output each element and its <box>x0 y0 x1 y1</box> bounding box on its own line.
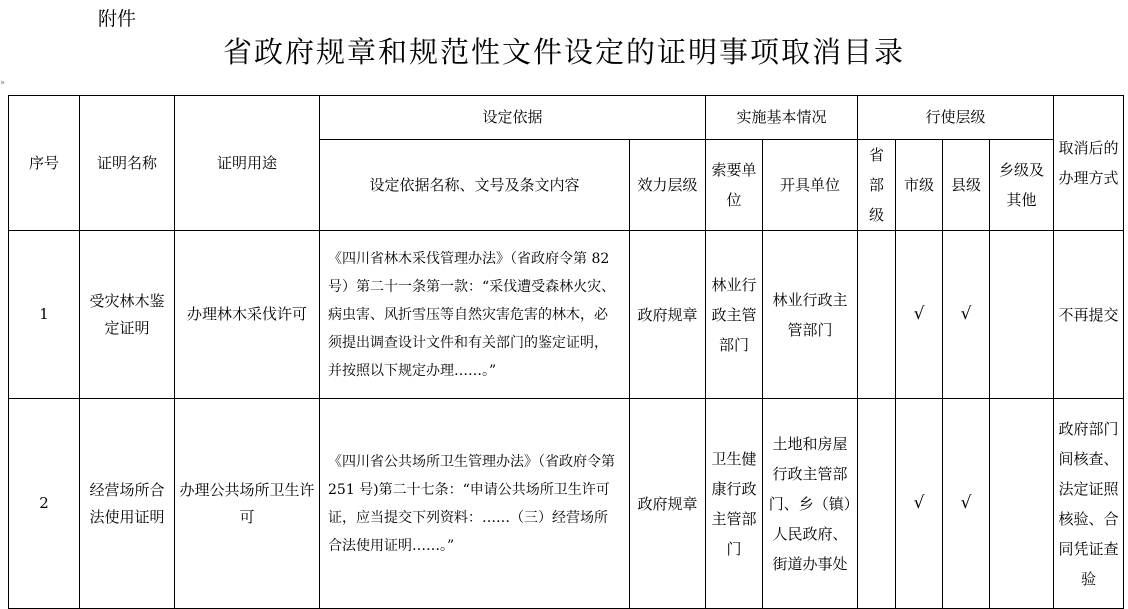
document-title: 省政府规章和规范性文件设定的证明事项取消目录 <box>222 35 905 69</box>
header-impl-group: 实施基本情况 <box>706 96 858 140</box>
row-requesting-unit: 卫生健康行政主管部门 <box>706 399 763 609</box>
row-purpose: 办理公共场所卫生许可 <box>175 399 320 609</box>
header-basis-group: 设定依据 <box>320 96 706 140</box>
row-county-check: √ <box>943 231 990 399</box>
header-township: 乡级及其他 <box>990 140 1054 231</box>
row-issuing-unit: 土地和房屋行政主管部门、乡（镇）人民政府、街道办事处 <box>763 399 858 609</box>
row-after-cancel: 政府部门间核查、法定证照核验、合同凭证查验 <box>1054 399 1124 609</box>
row-seq: 2 <box>9 399 80 609</box>
row-after-cancel: 不再提交 <box>1054 231 1124 399</box>
header-city: 市级 <box>896 140 943 231</box>
table-row <box>9 231 1124 399</box>
row-effect-level: 政府规章 <box>630 399 706 609</box>
header-province: 省部级 <box>858 140 896 231</box>
header-basis-content: 设定依据名称、文号及条文内容 <box>320 140 630 231</box>
row-basis: 《四川省公共场所卫生管理办法》（省政府令第 251 号)第二十七条：“申请公共场所卫生许可证，应当提交下列资料：……（三）经营场所合法使用证明……。” <box>320 399 630 609</box>
row-name: 受灾林木鉴定证明 <box>80 231 175 399</box>
row-township <box>990 399 1054 609</box>
header-requesting-unit: 索要单位 <box>706 140 763 231</box>
header-level-group: 行使层级 <box>858 96 1054 140</box>
row-township <box>990 231 1054 399</box>
row-effect-level: 政府规章 <box>630 231 706 399</box>
row-seq: 1 <box>9 231 80 399</box>
cancellation-catalog-table <box>8 95 1124 609</box>
header-issuing-unit: 开具单位 <box>763 140 858 231</box>
row-city-check: √ <box>896 399 943 609</box>
header-row-1 <box>9 96 1124 140</box>
header-effect-level: 效力层级 <box>630 140 706 231</box>
row-city-check: √ <box>896 231 943 399</box>
margin-marker: » <box>0 78 5 87</box>
row-county-check: √ <box>943 399 990 609</box>
table-row <box>9 399 1124 609</box>
row-issuing-unit: 林业行政主管部门 <box>763 231 858 399</box>
header-purpose: 证明用途 <box>175 96 320 231</box>
header-seq: 序号 <box>9 96 80 231</box>
row-requesting-unit: 林业行政主管部门 <box>706 231 763 399</box>
row-basis: 《四川省林木采伐管理办法》（省政府令第 82 号）第二十一条第一款：“采伐遭受森林火灾、病虫害、风折雪压等自然灾害危害的林木，必须提出调查设计文件和有关部门的鉴定证明，并按照以下规定办理……。” <box>320 231 630 399</box>
header-county: 县级 <box>943 140 990 231</box>
header-after-cancel: 取消后的办理方式 <box>1054 96 1124 231</box>
row-purpose: 办理林木采伐许可 <box>175 231 320 399</box>
header-name: 证明名称 <box>80 96 175 231</box>
row-province <box>858 231 896 399</box>
row-name: 经营场所合法使用证明 <box>80 399 175 609</box>
attachment-label: 附件 <box>98 8 137 30</box>
row-province <box>858 399 896 609</box>
